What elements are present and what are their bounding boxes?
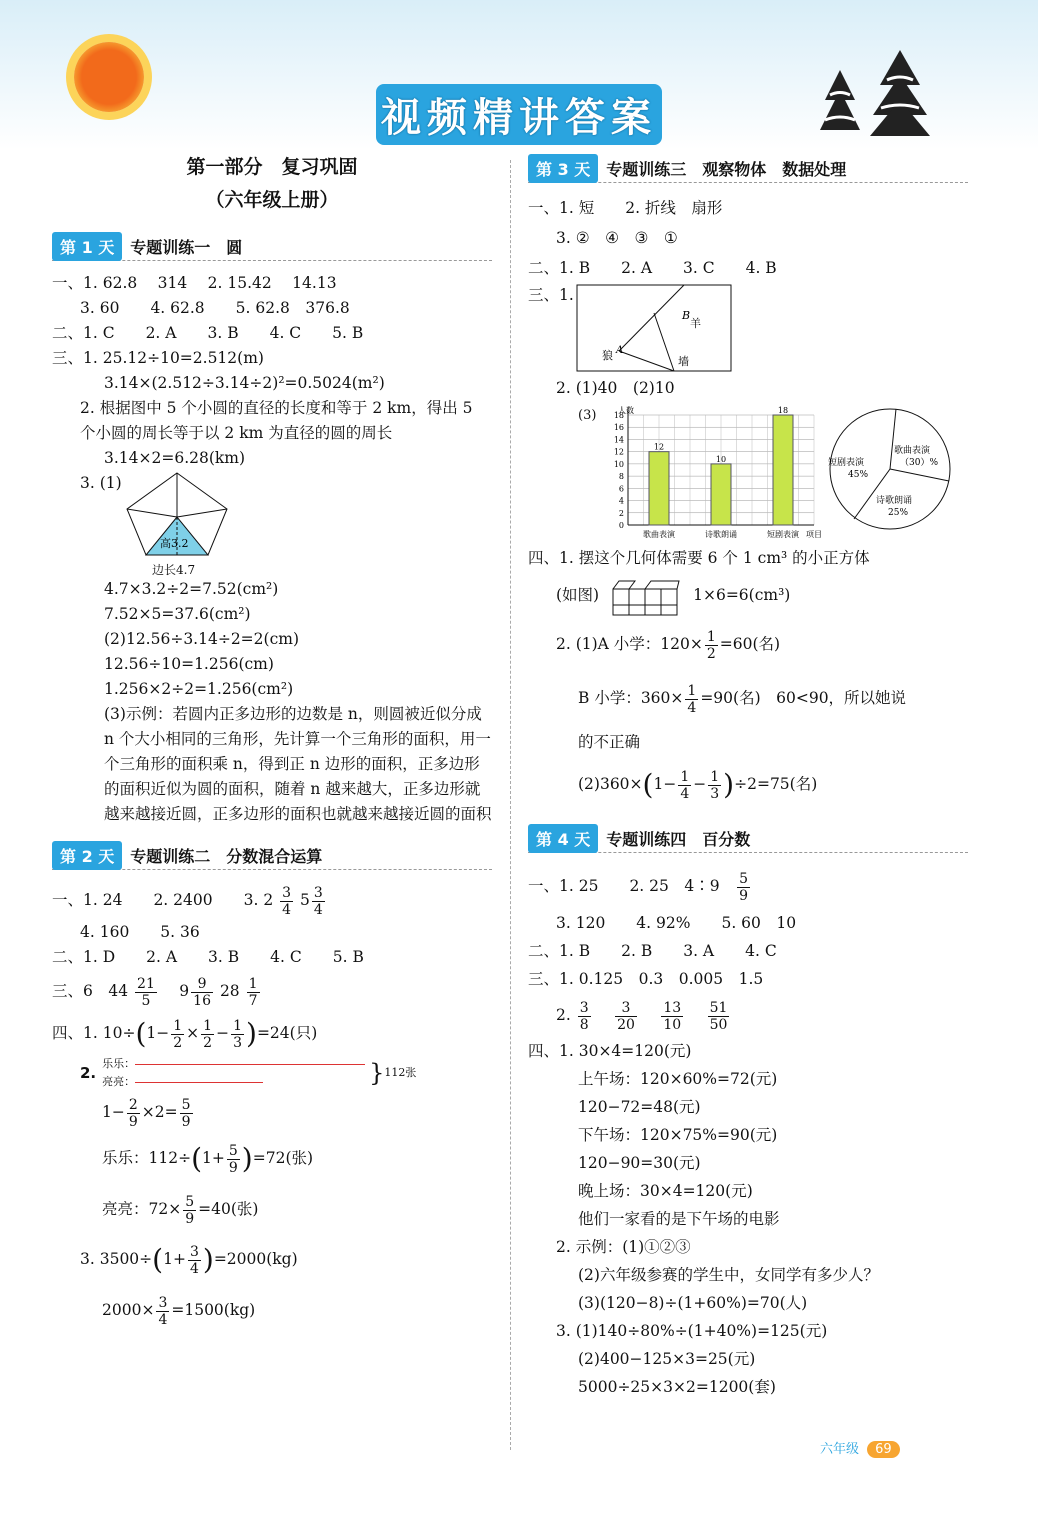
sheep-label: 羊: [689, 317, 701, 330]
answer-line: 120−90=30(元): [578, 1154, 701, 1172]
answer-line: 1− $\frac{2}{9}$ ×2= $\frac{5}{9}$: [102, 1096, 191, 1130]
bar: [773, 415, 793, 525]
pentagon-side-label: 边长4.7: [152, 563, 196, 577]
answer-line: (3)示例：若圆内正多边形的边数是 n，则圆被近似分成 n 个大小相同的三角形，先计算一个三角形的面积，用一个三角形的面积乘 n，得到正 n 边形的面积，正多边形的面积近似为圆的面积，随着 n 越来越大，正多边形就越来越接近圆，正多边形的面积也就越来越接近圆的面积: [104, 705, 492, 823]
answer-line: 2. 根据图中 5 个小圆的直径的长度和等于 2 km，得出 5 个小圆的周长等于以 2 km 为直径的圆的周长: [80, 399, 473, 442]
line-diagram: 2. 乐乐： 亮亮： } 112张: [80, 1057, 417, 1088]
answer-line: 2. (1)A 小学：120× $\frac{1}{2}$ =60(名): [556, 628, 781, 662]
answer-line: 他们一家看的是下午场的电影: [578, 1210, 780, 1228]
text: (如图): [556, 586, 600, 604]
answer-line: 3. 60 4. 62.8 5. 62.8 376.8: [80, 299, 350, 317]
text: =72(张): [252, 1149, 314, 1167]
pie-percent: 45%: [848, 470, 869, 480]
y-tick-label: 6: [619, 484, 625, 494]
charts-row: [528, 403, 968, 543]
y-axis-label: 人数: [618, 406, 635, 415]
text: 5: [299, 891, 310, 909]
answer-line: 晚上场：30×4=120(元): [578, 1182, 753, 1200]
day-badge: 第 2 天: [52, 841, 122, 870]
observation-row: [528, 283, 968, 373]
answer-line: 四、1. 摆这个几何体需要 6 个 1 cm³ 的小正方体: [528, 549, 870, 567]
text: =2000(kg): [213, 1250, 298, 1268]
page-footer: [820, 1438, 900, 1458]
answer-line: 2. 示例：(1)①②③: [556, 1238, 691, 1256]
fraction: $\frac{1}{2}$: [203, 1017, 213, 1051]
wolf-sheep-figure: [574, 283, 734, 373]
y-tick-label: 12: [614, 447, 625, 457]
text: 亮亮：72×: [102, 1200, 182, 1218]
answer-line: 四、1. 10÷(1− $\frac{1}{2}$ × $\frac{1}{2}$ − $\frac{1}{3}$ )=24(只): [52, 1017, 318, 1051]
denominator: 16: [193, 992, 211, 1009]
text: 1−: [653, 775, 677, 793]
text: −: [693, 775, 707, 793]
answer-line: 上午场：120×60%=72(元): [578, 1070, 778, 1088]
answer-line: 二、1. B 2. A 3. C 4. B: [528, 259, 777, 277]
text: 一、1. 24 2. 2400 3. 2: [52, 891, 274, 909]
bar-value-label: 12: [654, 442, 665, 452]
answer-line: (2)360×(1− $\frac{1}{4}$ − $\frac{1}{3}$ )÷2=75(名): [578, 768, 818, 802]
x-tick-label: 歌曲表演: [643, 530, 676, 539]
pie-percent: 25%: [888, 508, 909, 518]
fraction: [135, 976, 157, 1009]
fraction: $\frac{1}{3}$: [233, 1017, 242, 1051]
text: 四、1. 10÷: [52, 1024, 136, 1042]
y-tick-label: 4: [619, 496, 625, 506]
bar-value-label: 10: [716, 454, 727, 464]
answer-line: 二、1. C 2. A 3. B 4. C 5. B: [52, 324, 364, 342]
answer-line: 四、1. 30×4=120(元): [528, 1042, 692, 1060]
text: ×2=: [141, 1103, 178, 1121]
fraction: [191, 976, 213, 1009]
text: 3. 3500÷: [80, 1250, 153, 1268]
numerator: 9: [191, 976, 213, 993]
answer-line: 2. (1)40 (2)10: [556, 379, 675, 397]
title-text: 视频精讲答案: [376, 84, 662, 145]
answer-line: 3. ② ④ ③ ①: [556, 229, 678, 247]
answer-line: 4. 160 5. 36: [80, 923, 200, 941]
fraction: [312, 885, 325, 918]
fraction: $\frac{1}{2}$: [173, 1017, 183, 1051]
wolf-label: 狼: [601, 349, 613, 362]
section-header-day1: [52, 232, 492, 261]
bar: [649, 452, 669, 525]
text: 2.: [556, 1006, 571, 1024]
denominator: 4: [282, 901, 292, 918]
answer-line: [52, 970, 492, 1012]
text: 2000×: [102, 1301, 155, 1319]
section-title: 专题训练一 圆: [130, 237, 243, 257]
answer-line: (2)12.56÷3.14÷2=2(cm): [104, 630, 299, 648]
numerator: 1: [248, 975, 258, 992]
day-badge: 第 1 天: [52, 232, 122, 261]
section-title: 专题训练二 分数混合运算: [130, 846, 323, 866]
pentagon-height-label: 高3.2: [159, 537, 189, 550]
text: 1+: [163, 1250, 186, 1268]
answer-line: 三、1.: [528, 286, 574, 304]
text: 1+: [202, 1149, 225, 1167]
column-divider: [510, 160, 511, 1450]
answer-line: 一、1. 62.8 314 2. 15.42 14.13: [52, 274, 337, 292]
answer-line: 1.256×2÷2=1.256(cm²): [104, 680, 294, 698]
bar: [711, 464, 731, 525]
answer-line: 2. $\frac{3}{8}$ $\frac{3}{20}$ $\frac{13}{10}$ $\frac{51}{50}$: [556, 999, 728, 1033]
point-a-label: A: [615, 345, 624, 356]
text: =24(只): [256, 1024, 318, 1042]
numerator: 21: [137, 975, 155, 992]
answer-line: 的不正确: [578, 733, 641, 751]
pie-label: 短剧表演: [828, 458, 865, 468]
diagram-label: 亮亮：: [102, 1075, 136, 1088]
answer-line: 3. 3500÷(1+ $\frac{3}{4}$ )=2000(kg): [80, 1243, 298, 1277]
answer-line: B 小学：360× $\frac{1}{4}$ =90(名) 60<90，所以她说: [578, 682, 907, 716]
text: 1−: [102, 1103, 125, 1121]
answer-line: 三、1. 0.125 0.3 0.005 1.5: [528, 970, 764, 988]
section-title: 专题训练三 观察物体 数据处理: [606, 159, 847, 179]
day-badge: 第 4 天: [528, 824, 598, 853]
pie-label: 歌曲表演: [894, 446, 931, 456]
bar-chart: [596, 403, 826, 543]
wall-label: 墙: [677, 355, 689, 368]
answer-line: 12.56÷10=1.256(cm): [104, 655, 274, 673]
grade-label: 六年级: [820, 1442, 860, 1457]
day-badge: 第 3 天: [528, 154, 598, 183]
denominator: 4: [313, 901, 323, 918]
pentagon-row: [52, 471, 492, 563]
section-header-day4: [528, 824, 968, 853]
denominator: 5: [141, 992, 151, 1009]
answer-line: [52, 880, 492, 920]
text: =1500(kg): [171, 1301, 256, 1319]
text: 三、6 44: [52, 982, 129, 1000]
right-column: [528, 152, 968, 1401]
answer-line: (3): [578, 408, 597, 423]
x-tick-label: 短剧表演: [767, 530, 800, 539]
section-header-day3: [528, 154, 968, 183]
text: 9: [179, 982, 190, 1000]
text: B 小学：360×: [578, 689, 684, 707]
answer-line: 4.7×3.2÷2=7.52(cm²): [104, 580, 279, 598]
answer-line: [528, 573, 968, 617]
x-tick-label: 诗歌朗诵: [705, 530, 738, 539]
page-title: [0, 84, 1038, 145]
y-tick-label: 10: [614, 459, 625, 469]
answer-line: (2)400−125×3=25(元): [578, 1350, 756, 1368]
page-number: 69: [867, 1441, 900, 1458]
text: =60(名): [719, 635, 781, 653]
text: 1×6=6(cm³): [693, 586, 791, 604]
answer-line: 三、1. 25.12÷10=2.512(m): [52, 349, 264, 367]
text: ÷2=75(名): [734, 775, 818, 793]
y-tick-label: 16: [614, 423, 625, 433]
answer-line: 3.14×2=6.28(km): [104, 449, 246, 467]
text: =90(名) 60<90，所以她说: [700, 689, 907, 707]
answer-line: 二、1. D 2. A 3. B 4. C 5. B: [52, 948, 364, 966]
section-header-day2: [52, 841, 492, 870]
text: (2)360×: [578, 775, 643, 793]
diagram-label: 112张: [384, 1066, 417, 1079]
answer-line: 7.52×5=37.6(cm²): [104, 605, 251, 623]
answer-line: 5000÷25×3×2=1200(套): [578, 1378, 776, 1396]
numerator: 3: [313, 884, 323, 901]
pentagon-figure: [122, 471, 232, 563]
bar-value-label: 18: [778, 406, 789, 415]
part-title: 第一部分 复习巩固: [186, 156, 358, 178]
text: 28: [219, 982, 240, 1000]
section-title: 专题训练四 百分数: [606, 829, 751, 849]
answer-line: 3.14×(2.512÷3.14÷2)²=0.5024(m²): [104, 374, 385, 392]
answer-line: 一、1. 25 2. 25 4∶9 $\frac{5}{9}$: [528, 870, 749, 904]
answer-line: 二、1. B 2. B 3. A 4. C: [528, 942, 777, 960]
left-column: [52, 152, 492, 1335]
answer-line: 乐乐：112÷(1+ $\frac{5}{9}$ )=72(张): [102, 1142, 314, 1176]
part-subtitle: （六年级上册）: [205, 189, 339, 211]
pie-label: 诗歌朗诵: [876, 496, 913, 506]
y-tick-label: 0: [619, 521, 625, 530]
text: 一、1. 25 2. 25 4∶9: [528, 877, 720, 895]
pie-chart: [826, 403, 956, 533]
y-tick-label: 2: [619, 508, 625, 518]
answer-line: 亮亮：72× $\frac{5}{9}$ =40(张): [102, 1193, 259, 1227]
denominator: 7: [248, 992, 258, 1009]
answer-line: (3)(120−8)÷(1+60%)=70(人): [578, 1294, 808, 1312]
answer-line: 下午场：120×75%=90(元): [578, 1126, 778, 1144]
answer-line: 一、1. 短 2. 折线 扇形: [528, 199, 723, 217]
text: 2. (1)A 小学：120×: [556, 635, 703, 653]
cube-figure: [611, 573, 681, 617]
answer-line: (2)六年级参赛的学生中，女同学有多少人？: [578, 1266, 879, 1284]
diagram-label: 乐乐：: [102, 1057, 136, 1070]
answer-line: 3. (1)140÷80%÷(1+40%)=125(元): [556, 1322, 828, 1340]
x-axis-label: 项目: [806, 530, 823, 539]
text: 乐乐：112÷: [102, 1149, 192, 1167]
answer-line: 3. 120 4. 92% 5. 60 10: [556, 914, 797, 932]
text: 1−: [146, 1024, 170, 1042]
text: =40(张): [198, 1200, 259, 1218]
point-b-label: B: [681, 309, 690, 322]
y-tick-label: 8: [619, 472, 625, 482]
answer-line: 2000× $\frac{3}{4}$ =1500(kg): [102, 1294, 256, 1328]
fraction: [280, 885, 293, 918]
y-tick-label: 14: [614, 435, 625, 445]
text: 2.: [80, 1064, 97, 1082]
fraction: [247, 976, 260, 1009]
pie-percent: （30）%: [900, 458, 939, 468]
answer-line: 3. (1): [80, 474, 122, 492]
answer-line: 120−72=48(元): [578, 1098, 701, 1116]
y-tick-label: 18: [614, 411, 625, 420]
numerator: 3: [282, 884, 292, 901]
